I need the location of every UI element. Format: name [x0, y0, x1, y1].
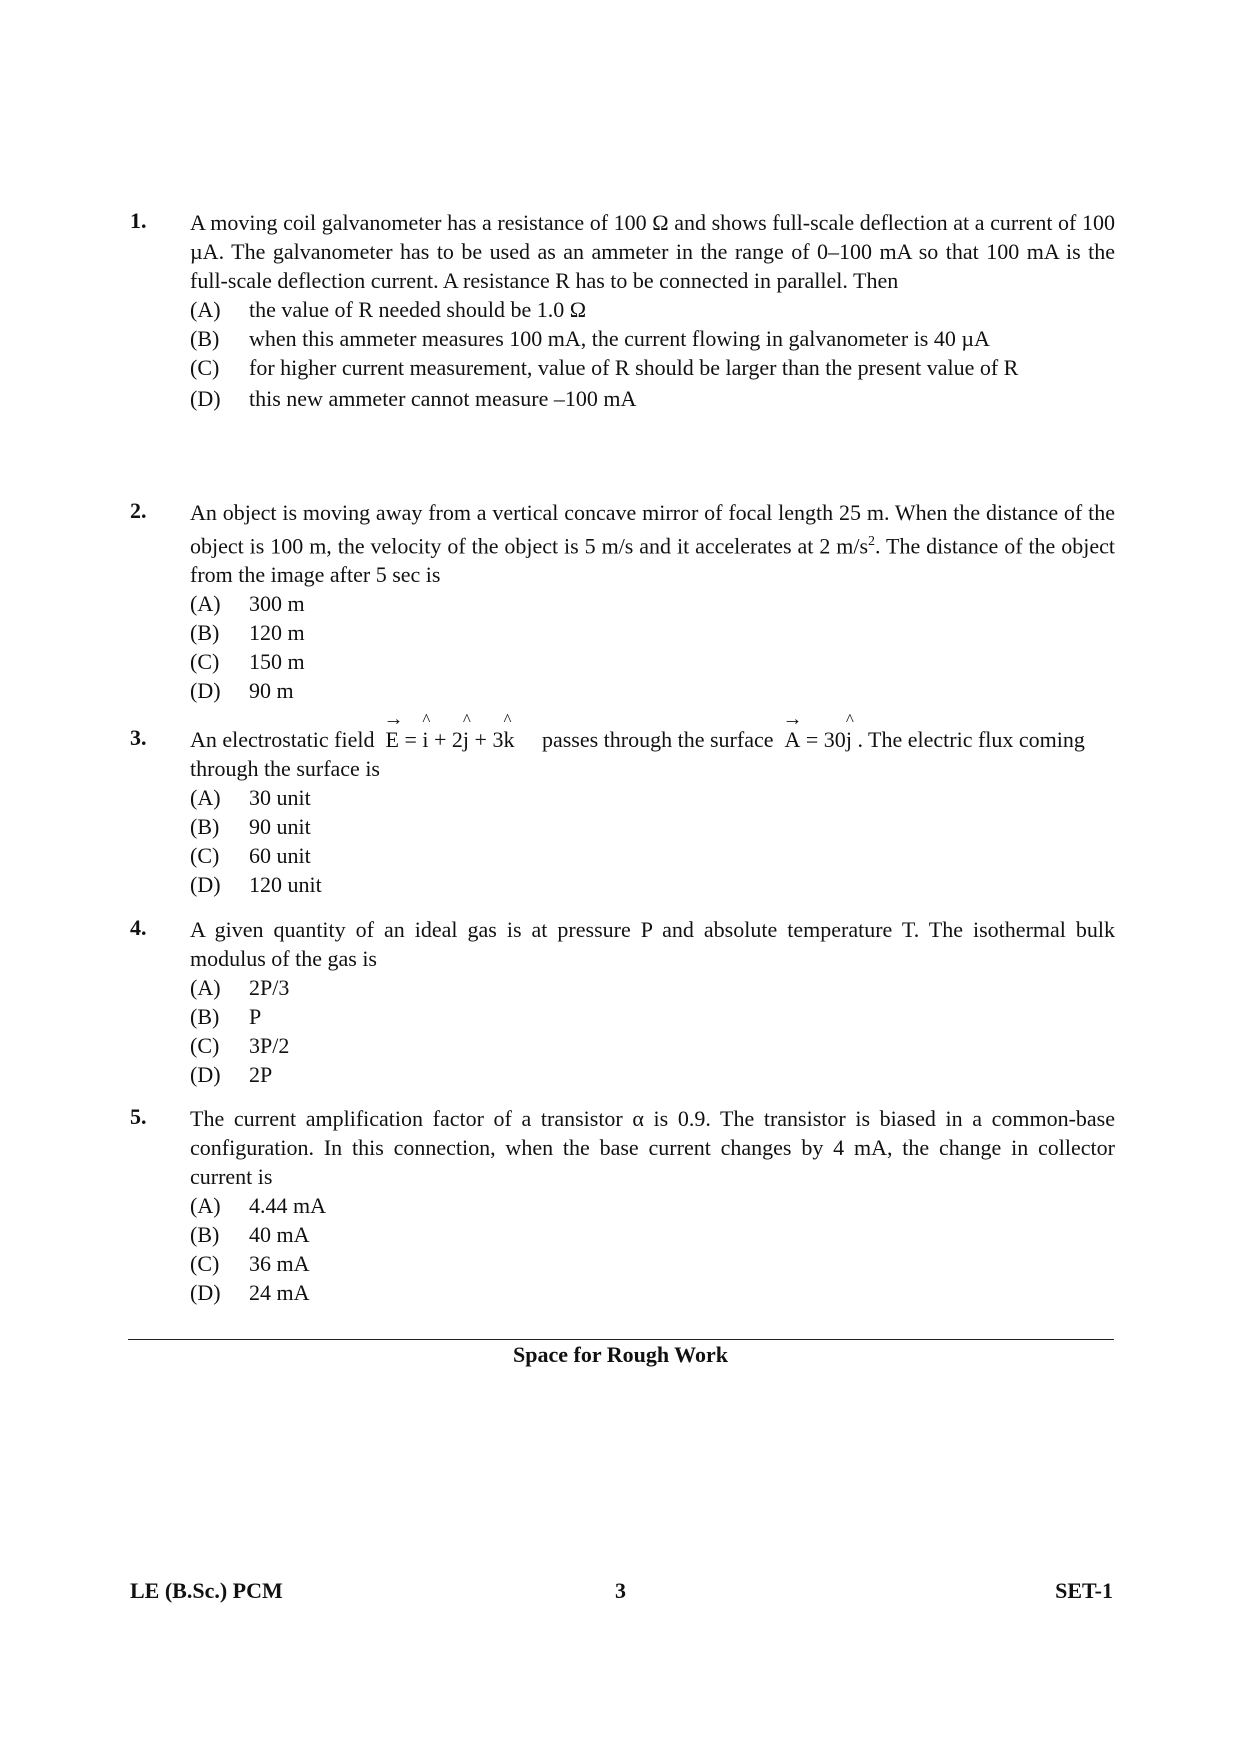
option-text: 2P/3: [249, 975, 290, 1000]
option-label: (D): [190, 1280, 221, 1305]
term: = 30: [805, 727, 846, 752]
option-a: [190, 783, 1115, 812]
option-text: 120 m: [249, 620, 305, 646]
option-text: 60 unit: [249, 843, 311, 868]
unit-vector-j: [462, 710, 471, 754]
option-label: (D): [190, 386, 221, 411]
question-text: A moving coil galvanometer has a resistance of 100 Ω and shows full-scale deflection at a current of 100 µA. The galvanometer has to be used as an ammeter in the range of 0–100 mA so that 100 mA is the full-scale deflection current. A resistance R has to be connected in parallel. Then: [190, 210, 1115, 293]
question-text-part: passes through the surface: [541, 727, 774, 752]
footer-page-number: 3: [615, 1578, 626, 1603]
option-a: [190, 1191, 1115, 1220]
question-text: A given quantity of an ideal gas is at pressure P and absolute temperature T. The isothermal bulk modulus of the gas is: [190, 917, 1115, 971]
question-number: 4.: [130, 915, 147, 940]
option-text: 30 unit: [249, 785, 311, 810]
rough-work-label: Space for Rough Work: [513, 1342, 728, 1367]
option-text: 90 unit: [249, 814, 311, 839]
option-text: this new ammeter cannot measure –100 mA: [249, 386, 637, 411]
question-number: 5.: [130, 1104, 147, 1129]
option-c: [190, 1031, 1115, 1060]
option-text: 24 mA: [249, 1280, 310, 1305]
option-text: the value of R needed should be 1.0 Ω: [249, 297, 587, 322]
option-d: [190, 676, 1115, 705]
option-a: [190, 589, 1115, 618]
footer-set-label: SET-1: [1055, 1578, 1113, 1603]
option-label: (A): [190, 785, 221, 810]
options-list: [190, 783, 1115, 899]
question-number: 2.: [130, 498, 147, 523]
superscript: 2: [868, 534, 876, 549]
option-label: (A): [190, 975, 221, 1000]
vector-symbol: E: [385, 727, 399, 752]
option-label: (B): [190, 814, 220, 839]
question-number: 1.: [130, 208, 147, 233]
unit-symbol: j: [462, 727, 470, 752]
option-label: (C): [190, 1251, 220, 1276]
option-label: (C): [190, 1033, 220, 1058]
hat-icon: ^: [503, 710, 512, 729]
options-list: [190, 589, 1115, 705]
footer-exam-code: LE (B.Sc.) PCM: [130, 1578, 283, 1603]
option-label: (C): [190, 355, 220, 380]
option-b: [190, 618, 1115, 647]
option-text: 36 mA: [249, 1251, 310, 1276]
option-label: (D): [190, 678, 221, 704]
option-c: [190, 841, 1115, 870]
vector-arrow-icon: →: [782, 708, 803, 730]
question-3: [130, 708, 1115, 899]
area-vector: [782, 708, 803, 754]
option-text: 90 m: [249, 678, 294, 704]
question-text: [190, 498, 1115, 589]
option-a: [190, 973, 1115, 1002]
option-label: (D): [190, 872, 221, 897]
question-text: The current amplification factor of a transistor α is 0.9. The transistor is biased in a common-base configuration. In this connection, when the base current changes by 4 mA, the change in collector current is: [190, 1106, 1115, 1189]
unit-symbol: j: [845, 727, 852, 752]
options-list: [190, 1191, 1115, 1307]
hat-icon: ^: [845, 710, 854, 729]
option-label: (B): [190, 1222, 220, 1247]
option-c: [190, 353, 1115, 382]
vector-symbol: A: [784, 727, 801, 752]
option-d: [190, 870, 1115, 899]
divider-line: [128, 1339, 1114, 1340]
unit-symbol: k: [503, 727, 515, 752]
unit-vector-j: [845, 710, 854, 754]
equals: =: [404, 727, 417, 752]
option-d: [190, 1278, 1115, 1307]
option-a: [190, 295, 1115, 324]
option-text: 40 mA: [249, 1222, 310, 1247]
option-d: [190, 1060, 1115, 1089]
hat-icon: ^: [422, 710, 431, 729]
option-label: (D): [190, 1062, 221, 1087]
question-text-part: An object is moving away from a vertical concave mirror of focal length 25 m. When the distance of the object is 100 m, the velocity of the object is 5 m/s and it accelerates at 2 m/s: [190, 500, 1115, 559]
field-vector: [383, 708, 404, 754]
option-label: (A): [190, 297, 221, 322]
option-d: [190, 384, 1115, 413]
option-label: (C): [190, 649, 220, 675]
question-text-part: . The electric flux coming through the surface is: [190, 727, 1085, 781]
question-5: [130, 1104, 1115, 1307]
option-text: 300 m: [249, 591, 305, 617]
option-c: [190, 647, 1115, 676]
question-text: [190, 708, 1115, 783]
option-label: (B): [190, 620, 220, 646]
options-list: [190, 973, 1115, 1089]
option-text: 4.44 mA: [249, 1193, 326, 1218]
option-text: when this ammeter measures 100 mA, the current flowing in galvanometer is 40 µA: [249, 326, 990, 351]
option-label: (A): [190, 591, 221, 617]
option-c: [190, 1249, 1115, 1278]
option-text: 150 m: [249, 649, 305, 675]
question-text-part: . The distance of the object from the image after 5 sec is: [190, 533, 1115, 588]
hat-icon: ^: [462, 710, 471, 729]
option-b: [190, 324, 1115, 353]
option-b: [190, 1002, 1115, 1031]
option-label: (C): [190, 843, 220, 868]
option-b: [190, 812, 1115, 841]
options-list: [190, 295, 1115, 413]
vector-arrow-icon: →: [383, 708, 404, 730]
question-4: [130, 915, 1115, 1089]
unit-vector-k: [503, 710, 515, 754]
option-text: 3P/2: [249, 1033, 290, 1058]
option-label: (B): [190, 326, 220, 351]
question-1: [130, 208, 1115, 413]
option-label: (B): [190, 1004, 220, 1029]
unit-vector-i: [422, 710, 431, 754]
option-text: for higher current measurement, value of R should be larger than the present value of R: [249, 355, 1019, 380]
term: + 3: [474, 727, 504, 752]
option-label: (A): [190, 1193, 221, 1218]
term: + 2: [433, 727, 463, 752]
question-text-part: An electrostatic field: [190, 727, 375, 752]
unit-symbol: i: [422, 727, 429, 752]
option-text: P: [249, 1004, 262, 1029]
question-2: [130, 498, 1115, 705]
option-b: [190, 1220, 1115, 1249]
option-text: 120 unit: [249, 872, 322, 897]
option-text: 2P: [249, 1062, 273, 1087]
question-number: 3.: [130, 725, 147, 750]
